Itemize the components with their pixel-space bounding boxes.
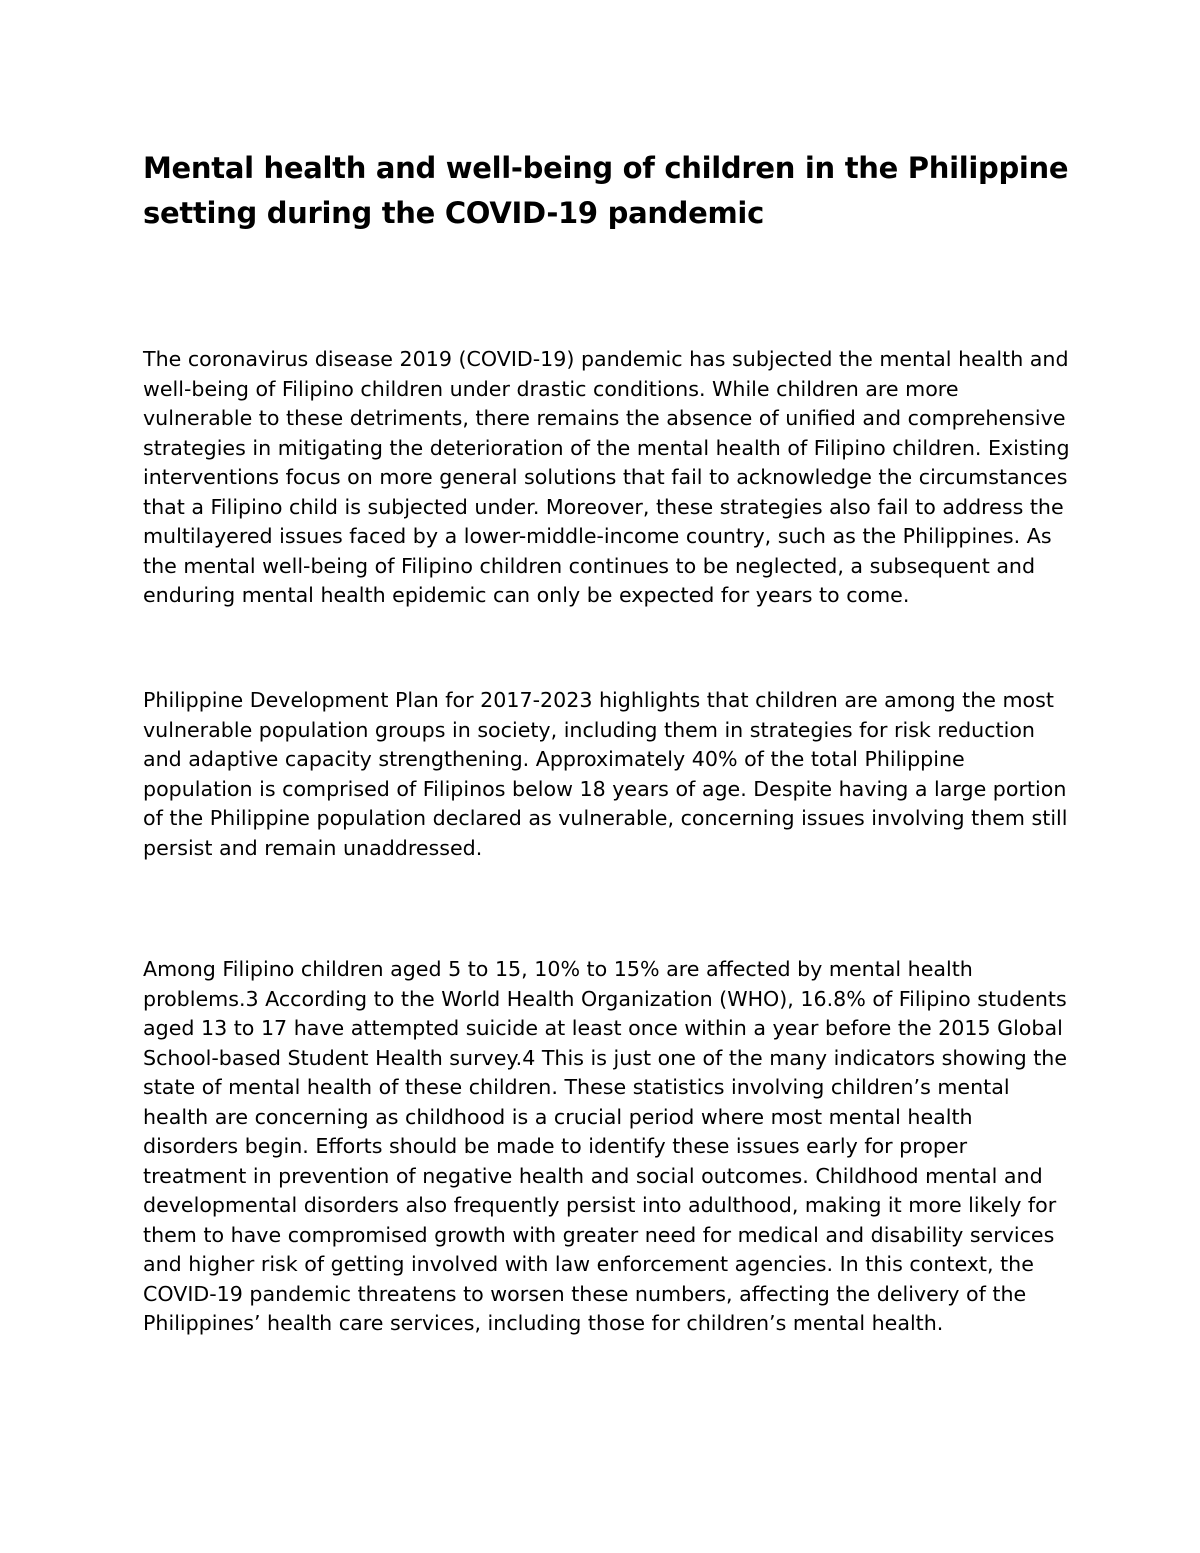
- document-title: Mental health and well-being of children in the Philippine setting during the COVID-19 pandemic: [143, 151, 1069, 230]
- paragraph-development-plan: Philippine Development Plan for 2017-2023 highlights that children are among the most vulnerable population groups in society, including them in strategies for risk reduction and adaptive capacity strengthening. Approximately 40% of the total Philippine population is comprised of Filipinos below 18 years of age. Despite having a large portion of the Philippine population declared as vulnerable, concerning issues involving them still persist and remain unaddressed.: [143, 688, 1068, 860]
- paragraph-intro: The coronavirus disease 2019 (COVID-19) pandemic has subjected the mental health and well-being of Filipino children under drastic conditions. While children are more vulnerable to these detriments, there remains the absence of unified and comprehensive strategies in mitigating the deterioration of the mental health of Filipino children. Existing interventions focus on more general solutions that fail to acknowledge the circumstances that a Filipino child is subjected under. Moreover, these strategies also fail to address the multilayered issues faced by a lower-middle-income country, such as the Philippines. As the mental well-being of Filipino children continues to be neglected, a subsequent and enduring mental health epidemic can only be expected for years to come.: [143, 347, 1070, 607]
- paragraph-statistics: Among Filipino children aged 5 to 15, 10% to 15% are affected by mental health problems.3 According to the World Health Organization (WHO), 16.8% of Filipino students aged 13 to 17 have attempted suicide at least once within a year before the 2015 Global School-based Student Health survey.4 This is just one of the many indicators showing the state of mental health of these children. These statistics involving children’s mental health are concerning as childhood is a crucial period where most mental health disorders begin. Efforts should be made to identify these issues early for proper treatment in prevention of negative health and social outcomes. Childhood mental and developmental disorders also frequently persist into adulthood, making it more likely for them to have compromised growth with greater need for medical and disability services and higher risk of getting involved with law enforcement agencies. In this context, the COVID-19 pandemic threatens to worsen these numbers, affecting the delivery of the Philippines’ health care services, including those for children’s mental health.: [143, 957, 1068, 1335]
